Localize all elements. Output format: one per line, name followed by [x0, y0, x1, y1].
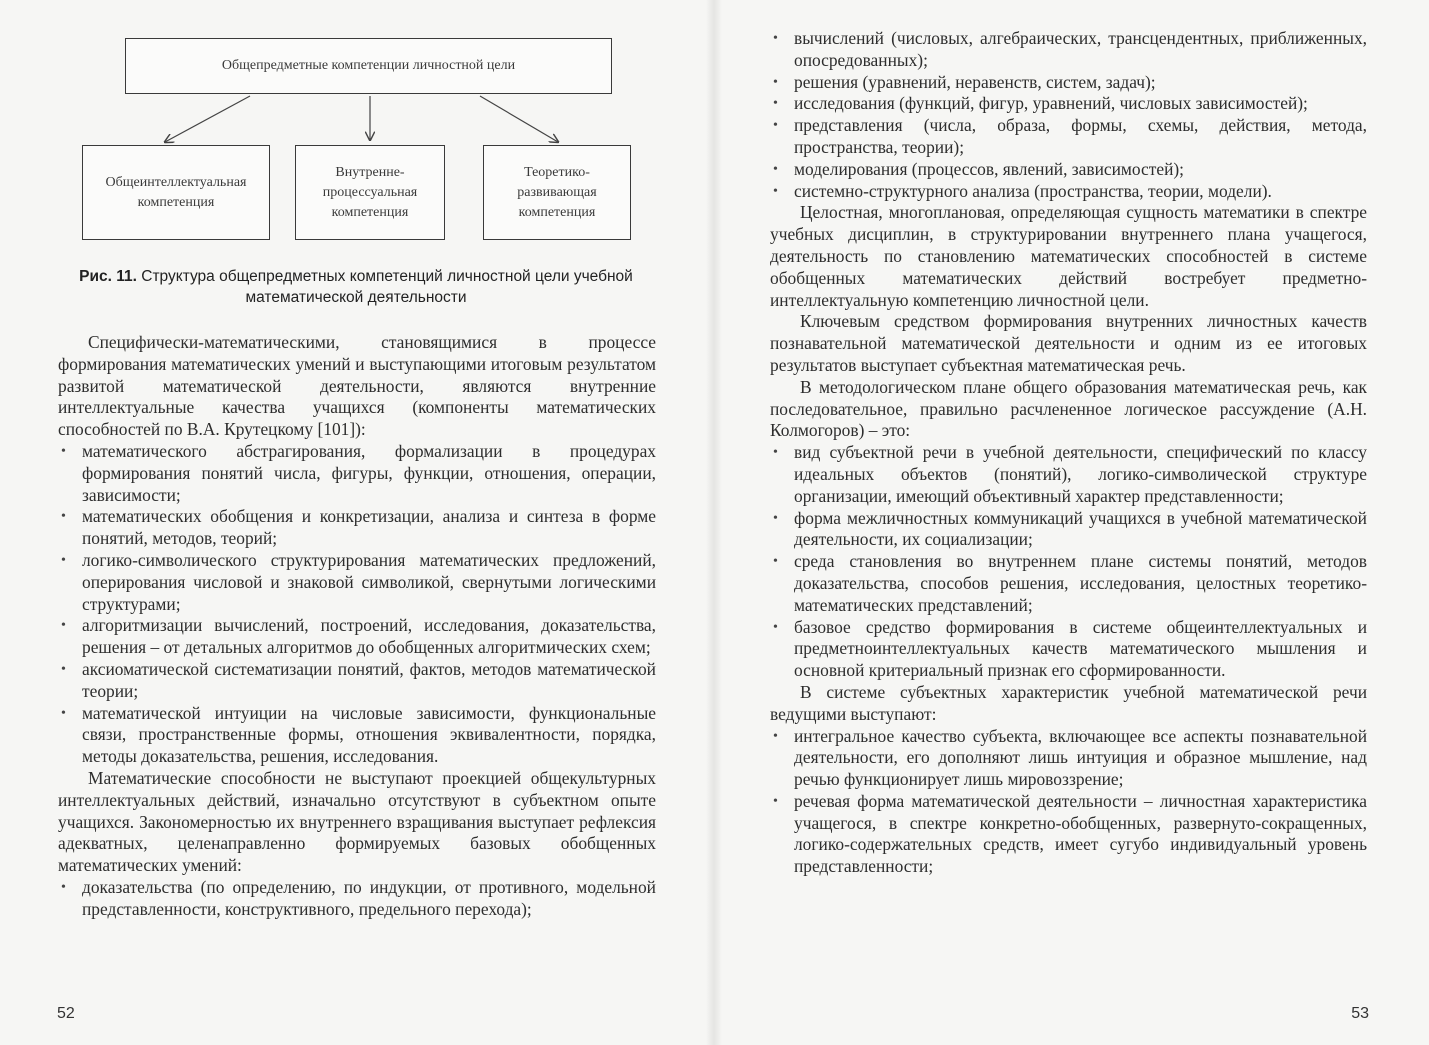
- list-item: • логико-символического структурирования математических предложений, оперирования числовой и знаковой символикой, свернутыми логическими структурами;: [58, 550, 656, 615]
- list-item: • аксиоматической систематизации понятий, фактов, методов математической теории;: [58, 659, 656, 703]
- paragraph: Математические способности не выступают проекцией общекультурных интеллектуальных действий, изначально отсутствуют в субъектном опыте учащихся. Закономерностью их внутреннего взращивания выступает рефлексия адекватных, целенаправленно формируемых базовых обобщенных математических умений:: [58, 767, 656, 876]
- arrow-left: [165, 96, 250, 142]
- bullet-list: [770, 726, 1367, 879]
- list-item: • алгоритмизации вычислений, построений, исследования, доказательства, решения – от детальных алгоритмов до обобщенных алгоритмических схем;: [58, 615, 656, 659]
- list-item: • решения (уравнений, неравенств, систем, задач);: [770, 72, 1367, 94]
- list-item: • среда становления во внутреннем плане системы понятий, методов доказательства, способов решения, исследования, целостных теоретико-математических представлений;: [770, 551, 1367, 616]
- list-item: • вид субъектной речи в учебной деятельности, специфический по классу идеальных объектов (понятий), логико-символической структуре организации, имеющий объективный характер представленности;: [770, 442, 1367, 507]
- diagram-box-label: Внутренне- процессуальная компетенция: [322, 164, 418, 220]
- right-page: [714, 0, 1429, 1045]
- diagram-box-label: Общеинтеллектуальная компетенция: [105, 174, 247, 210]
- diagram-box-theory: [483, 145, 631, 240]
- left-page: [0, 0, 714, 1045]
- paragraph: Ключевым средством формирования внутренних личностных качеств познавательной математической деятельности и одним из ее итоговых результатов выступает субъектная математическая речь.: [770, 311, 1367, 375]
- page-number: 52: [57, 1005, 75, 1022]
- diagram-box-label: Теоретико- развивающая компетенция: [517, 164, 597, 220]
- list-item: • представления (числа, образа, формы, схемы, действия, метода, пространства, теории);: [770, 115, 1367, 159]
- figure-caption: [56, 266, 656, 308]
- list-item: • математического абстрагирования, формализации в процедурах формирования понятий числа, фигуры, функции, отношения, операции, зависимости;: [58, 441, 656, 506]
- paragraph: Специфически-математическими, становящимися в процессе формирования математических умений и выступающими итоговым результатом развитой математической деятельности, являются внутренние интеллектуальные качества учащихся (компоненты математических способностей по В.А. Крутецкому [101]):: [58, 332, 656, 440]
- paragraph: В системе субъектных характеристик учебной математической речи ведущими выступают:: [770, 681, 1367, 724]
- competence-diagram: [80, 38, 640, 248]
- list-item: • интегральное качество субъекта, включающее все аспекты познавательной деятельности, его дополняют лишь интуиция и образное мышление, над речью функционирует лишь мировоззрение;: [770, 726, 1367, 791]
- bullet-list: [770, 28, 1367, 202]
- paragraph: Целостная, многоплановая, определяющая сущность математики в спектре учебных дисциплин, в структурировании внутреннего плана учащегося, деятельность по становлению математических способностей в системе обобщенных математических действий востребует предметно-интеллектуальную компетенцию личностной цели.: [770, 202, 1367, 310]
- page-number: 53: [1351, 1005, 1369, 1022]
- bullet-list: [770, 442, 1367, 682]
- list-item: • математической интуиции на числовые зависимости, функциональные связи, пространственные формы, отношения эквивалентности, порядка, методы доказательства, решения, исследования.: [58, 703, 656, 768]
- left-page-text: [58, 332, 656, 921]
- list-item: • форма межличностных коммуникаций учащихся в учебной математической деятельности, их социализации;: [770, 508, 1367, 552]
- arrow-right: [480, 96, 558, 142]
- list-item: • математических обобщения и конкретизации, анализа и синтеза в форме понятий, методов, теорий;: [58, 506, 656, 550]
- diagram-top-label: Общепредметные компетенции личностной цели: [221, 58, 516, 73]
- list-item: • исследования (функций, фигур, уравнений, числовых зависимостей);: [770, 93, 1367, 115]
- figure-caption-text: Структура общепредметных компетенций личностной цели учебной математической деятельности: [136, 268, 633, 306]
- bullet-list: [58, 877, 656, 921]
- list-item: • моделирования (процессов, явлений, зависимостей);: [770, 159, 1367, 181]
- figure-caption-label: Рис. 11.: [79, 268, 137, 285]
- bullet-list: [58, 441, 656, 768]
- list-item: • речевая форма математической деятельности – личностная характеристика учащегося, в спектре конкретно-обобщенных, развернуто-сокращенных, логико-содержательных средств, имеет сугубо индивидуальный уровень представленности;: [770, 791, 1367, 878]
- diagram-box-general: [82, 145, 270, 240]
- right-page-text: [770, 28, 1367, 878]
- list-item: • доказательства (по определению, по индукции, от противного, модельной представленности, конструктивного, предельного перехода);: [58, 877, 656, 921]
- diagram-top-box: [125, 38, 612, 94]
- list-item: • базовое средство формирования в системе общеинтеллектуальных и предметноинтеллектуальных качеств математического мышления и основной критериальный признак его сформированности.: [770, 617, 1367, 682]
- paragraph: В методологическом плане общего образования математическая речь, как последовательное, правильно расчлененное логическое рассуждение (А.Н. Колмогоров) – это:: [770, 376, 1367, 441]
- list-item: • системно-структурного анализа (пространства, теории, модели).: [770, 181, 1367, 203]
- list-item: • вычислений (числовых, алгебраических, трансцендентных, приближенных, опосредованных);: [770, 28, 1367, 72]
- diagram-box-process: [295, 145, 445, 240]
